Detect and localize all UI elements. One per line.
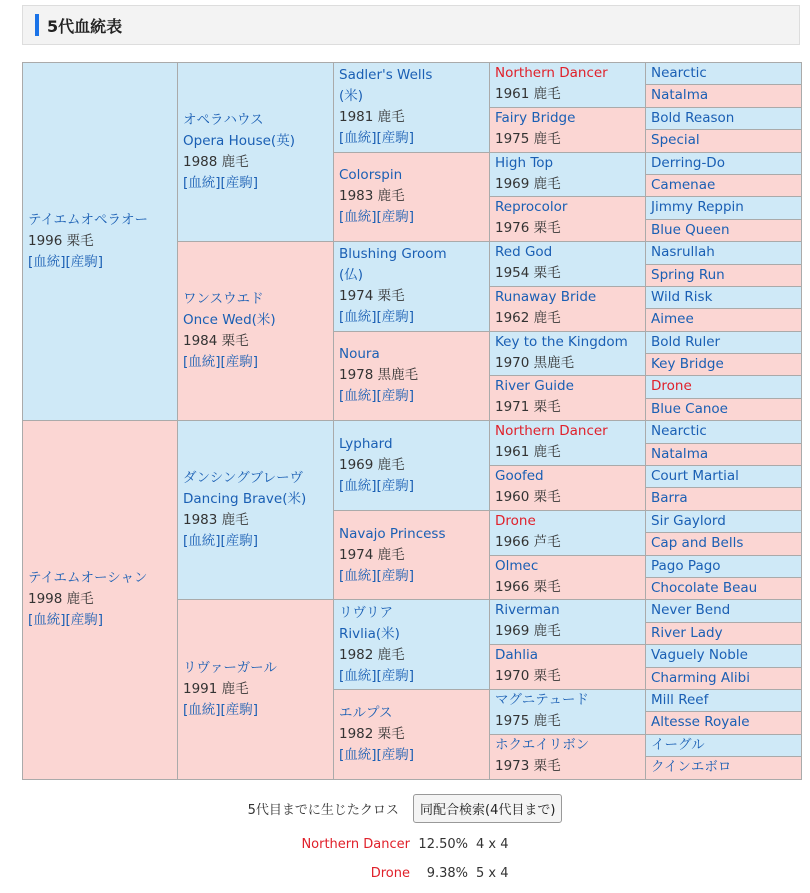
gen4-cell xyxy=(490,466,646,511)
horse-info: 1982 栗毛 xyxy=(339,725,405,742)
horse-info: 1984 栗毛 xyxy=(183,333,249,350)
gen5-cell xyxy=(646,510,802,532)
gen5-cell xyxy=(646,645,802,667)
cross-percent: 9.38% xyxy=(426,866,468,881)
gen4-cell xyxy=(490,331,646,376)
horse-name-link[interactable]: Key to the Kingdom xyxy=(495,333,628,350)
horse-name-link[interactable]: Northern Dancer xyxy=(495,65,608,81)
gen1-cell xyxy=(23,63,178,421)
gen5-cell xyxy=(646,600,802,622)
gen5-cell xyxy=(646,466,802,488)
gen4-cell xyxy=(490,510,646,555)
horse-name-link[interactable]: Sadler's Wells xyxy=(339,67,433,84)
header-accent-bar xyxy=(35,14,39,36)
horse-name-link[interactable]: Aimee xyxy=(651,311,694,328)
gen3-cell xyxy=(334,152,490,242)
pedigree-offspring-links[interactable]: [血統][産駒] xyxy=(339,746,415,763)
horse-name-link[interactable]: Pago Pago xyxy=(651,557,721,574)
horse-name-link[interactable]: テイエムオーシャン xyxy=(28,570,148,587)
horse-name-link[interactable]: Court Martial xyxy=(651,468,739,485)
horse-name-sub[interactable]: Once Wed(米) xyxy=(183,312,276,329)
gen5-cell xyxy=(646,107,802,129)
horse-name-link[interactable]: Drone xyxy=(495,512,536,529)
cross-generation: 4 x 4 xyxy=(476,837,509,852)
horse-name-link[interactable]: Fairy Bridge xyxy=(495,109,576,126)
horse-name-link[interactable]: Chocolate Beau xyxy=(651,579,758,596)
horse-name-link[interactable]: ホクエイリボン xyxy=(495,736,590,753)
pedigree-offspring-links[interactable]: [血統][産駒] xyxy=(28,254,104,271)
horse-name-link[interactable]: Reprocolor xyxy=(495,199,568,216)
horse-name-link[interactable]: Nasrullah xyxy=(651,244,715,261)
gen4-cell xyxy=(490,107,646,152)
horse-name-link[interactable]: River Guide xyxy=(495,378,574,395)
pedigree-offspring-links[interactable]: [血統][産駒] xyxy=(339,388,415,405)
horse-name-sub[interactable]: Rivlia(米) xyxy=(339,625,400,642)
horse-name-link[interactable]: Northern Dancer xyxy=(495,423,608,440)
horse-name-link[interactable]: Key Bridge xyxy=(651,356,724,373)
horse-info: 1966 栗毛 xyxy=(495,578,561,595)
gen2-cell xyxy=(178,600,334,779)
horse-info: 1983 鹿毛 xyxy=(183,512,249,529)
gen5-cell xyxy=(646,398,802,420)
horse-info: 1969 鹿毛 xyxy=(495,175,561,192)
horse-name-link[interactable]: Natalma xyxy=(651,87,709,104)
horse-name-link[interactable]: Bold Ruler xyxy=(651,333,721,350)
horse-name-link[interactable]: Blue Queen xyxy=(651,221,730,238)
horse-info: 1960 栗毛 xyxy=(495,489,561,506)
horse-info: 1969 鹿毛 xyxy=(495,623,561,640)
horse-info: 1998 鹿毛 xyxy=(28,591,94,608)
gen5-cell xyxy=(646,286,802,308)
horse-name-link[interactable]: Red God xyxy=(495,244,553,261)
gen5-cell xyxy=(646,757,802,779)
horse-name-link[interactable]: Altesse Royale xyxy=(651,714,750,731)
horse-name-link[interactable]: Nearctic xyxy=(651,65,707,81)
horse-name-link[interactable]: Olmec xyxy=(495,557,539,574)
gen3-cell xyxy=(334,63,490,153)
horse-info: 1974 栗毛 xyxy=(339,288,405,305)
pedigree-offspring-links[interactable]: [血統][産駒] xyxy=(339,667,415,684)
horse-info: 1976 栗毛 xyxy=(495,220,561,237)
gen3-cell xyxy=(334,689,490,779)
horse-name-link[interactable]: イーグル xyxy=(651,736,705,753)
gen5-cell xyxy=(646,622,802,644)
gen3-cell xyxy=(334,242,490,332)
horse-info: 1983 鹿毛 xyxy=(339,188,405,205)
pedigree-offspring-links[interactable]: [血統][産駒] xyxy=(339,567,415,584)
horse-name-link[interactable]: Spring Run xyxy=(651,266,725,283)
gen5-cell xyxy=(646,533,802,555)
cross-list xyxy=(0,835,810,893)
cross-horse-name[interactable]: Drone xyxy=(370,866,410,881)
cross-label: 5代目までに生じたクロス xyxy=(247,803,399,818)
gen4-cell xyxy=(490,286,646,331)
page-title: 5代血統表 xyxy=(47,16,123,36)
gen4-cell xyxy=(490,152,646,197)
pedigree-offspring-links[interactable]: [血統][産駒] xyxy=(339,309,415,326)
horse-info: 1970 黒鹿毛 xyxy=(495,354,575,371)
horse-info: 1969 鹿毛 xyxy=(339,457,405,474)
pedigree-offspring-links[interactable]: [血統][産駒] xyxy=(183,701,259,718)
horse-info: 1961 鹿毛 xyxy=(495,444,561,461)
horse-name-link[interactable]: Barra xyxy=(651,490,688,507)
horse-name-link[interactable]: Vaguely Noble xyxy=(651,647,748,664)
horse-name-sub[interactable]: Dancing Brave(米) xyxy=(183,491,307,508)
horse-name-sub[interactable]: Opera House(英) xyxy=(183,133,295,150)
gen5-cell xyxy=(646,197,802,219)
horse-name-link[interactable]: Wild Risk xyxy=(651,288,713,305)
horse-name-link[interactable]: Charming Alibi xyxy=(651,669,750,686)
gen3-cell xyxy=(334,510,490,600)
gen4-cell xyxy=(490,645,646,690)
horse-info: 1973 栗毛 xyxy=(495,757,561,774)
horse-name-link[interactable]: Sir Gaylord xyxy=(651,512,726,529)
gen5-cell xyxy=(646,354,802,376)
gen4-cell xyxy=(490,421,646,466)
gen5-cell xyxy=(646,421,802,443)
horse-info: 1954 栗毛 xyxy=(495,265,561,282)
horse-name-link[interactable]: オペラハウス xyxy=(183,112,264,129)
horse-info: 1975 鹿毛 xyxy=(495,130,561,147)
pedigree-offspring-links[interactable]: [血統][産駒] xyxy=(183,175,259,192)
horse-info: 1991 鹿毛 xyxy=(183,680,249,697)
gen5-cell xyxy=(646,488,802,510)
gen3-cell xyxy=(334,600,490,690)
horse-name-link[interactable]: ダンシングブレーヴ xyxy=(183,470,304,487)
horse-name-link[interactable]: Camenae xyxy=(651,176,716,193)
horse-name-link[interactable]: Special xyxy=(651,132,700,149)
pedigree-offspring-links[interactable]: [血統][産駒] xyxy=(183,354,259,371)
pedigree-offspring-links[interactable]: [血統][産駒] xyxy=(183,533,259,550)
horse-name-link[interactable]: Drone xyxy=(651,378,692,395)
gen4-cell xyxy=(490,376,646,421)
pedigree-offspring-links[interactable]: [血統][産駒] xyxy=(339,478,415,495)
horse-info: 1975 鹿毛 xyxy=(495,712,561,729)
section-header xyxy=(22,5,800,45)
gen5-cell xyxy=(646,734,802,756)
horse-name-link[interactable]: Dahlia xyxy=(495,647,538,664)
gen4-cell xyxy=(490,242,646,287)
horse-name-link[interactable]: Jimmy Reppin xyxy=(651,199,744,216)
gen3-cell xyxy=(334,331,490,421)
gen5-cell xyxy=(646,689,802,711)
horse-name-link[interactable]: Bold Reason xyxy=(651,109,735,126)
horse-info: 1971 栗毛 xyxy=(495,399,561,416)
horse-name-link[interactable]: Nearctic xyxy=(651,423,707,440)
gen5-cell xyxy=(646,309,802,331)
gen5-cell xyxy=(646,376,802,398)
gen4-cell xyxy=(490,555,646,600)
horse-info: 1988 鹿毛 xyxy=(183,154,249,171)
horse-name-link[interactable]: Cap and Bells xyxy=(651,535,744,552)
horse-name-link[interactable]: リヴァーガール xyxy=(183,659,277,676)
horse-info: 1996 栗毛 xyxy=(28,233,94,250)
horse-info: 1966 芦毛 xyxy=(495,533,561,550)
pedigree-offspring-links[interactable]: [血統][産駒] xyxy=(28,612,104,629)
horse-info: 1962 鹿毛 xyxy=(495,309,561,326)
cross-percent: 12.50% xyxy=(418,837,468,852)
horse-name-link[interactable]: Lyphard xyxy=(339,436,393,453)
gen5-cell xyxy=(646,331,802,353)
horse-name-link[interactable]: ワンスウエド xyxy=(183,291,264,308)
gen3-cell xyxy=(334,421,490,511)
gen5-cell xyxy=(646,555,802,577)
pedigree-offspring-links[interactable]: [血統][産駒] xyxy=(339,209,415,226)
same-mating-search-button[interactable]: 同配合検索(4代目まで) xyxy=(413,794,562,823)
horse-name-sub[interactable]: (米) xyxy=(339,88,364,105)
gen2-cell xyxy=(178,63,334,242)
horse-info: 1978 黒鹿毛 xyxy=(339,367,419,384)
horse-name-link[interactable]: リヴリア xyxy=(339,604,393,621)
gen5-cell xyxy=(646,264,802,286)
horse-info: 1981 鹿毛 xyxy=(339,109,405,126)
horse-name-link[interactable]: Never Bend xyxy=(651,602,731,619)
gen5-cell xyxy=(646,130,802,152)
gen5-cell xyxy=(646,443,802,465)
horse-info: 1974 鹿毛 xyxy=(339,546,405,563)
horse-name-link[interactable]: マグニテュード xyxy=(495,691,589,708)
horse-name-link[interactable]: Natalma xyxy=(651,445,709,462)
gen5-cell xyxy=(646,219,802,241)
cross-header xyxy=(0,794,810,823)
gen4-cell xyxy=(490,734,646,779)
cross-horse-name[interactable]: Northern Dancer xyxy=(301,837,410,852)
gen5-cell xyxy=(646,63,802,85)
gen2-cell xyxy=(178,421,334,600)
pedigree-table xyxy=(22,62,802,780)
horse-name-link[interactable]: Mill Reef xyxy=(651,691,709,708)
cross-generation: 5 x 4 xyxy=(476,866,509,881)
horse-name-sub[interactable]: (仏) xyxy=(339,267,364,284)
horse-name-link[interactable]: Colorspin xyxy=(339,167,403,184)
horse-name-link[interactable]: Blushing Groom xyxy=(339,246,447,263)
gen1-cell xyxy=(23,421,178,779)
horse-name-link[interactable]: Navajo Princess xyxy=(339,525,446,542)
gen5-cell xyxy=(646,152,802,174)
horse-info: 1982 鹿毛 xyxy=(339,646,405,663)
horse-name-link[interactable]: High Top xyxy=(495,154,554,171)
horse-name-link[interactable]: テイエムオペラオー xyxy=(28,212,149,229)
gen5-cell xyxy=(646,242,802,264)
gen4-cell xyxy=(490,600,646,645)
gen5-cell xyxy=(646,667,802,689)
horse-name-link[interactable]: River Lady xyxy=(651,624,723,641)
gen5-cell xyxy=(646,85,802,107)
horse-name-link[interactable]: クインエボロ xyxy=(651,759,732,776)
horse-name-link[interactable]: Riverman xyxy=(495,602,560,619)
horse-name-link[interactable]: Runaway Bride xyxy=(495,288,597,305)
horse-name-link[interactable]: Blue Canoe xyxy=(651,400,728,417)
cross-item xyxy=(0,835,810,864)
horse-name-link[interactable]: Noura xyxy=(339,346,380,363)
gen5-cell xyxy=(646,712,802,734)
pedigree-offspring-links[interactable]: [血統][産駒] xyxy=(339,130,415,147)
gen4-cell xyxy=(490,63,646,108)
horse-info: 1961 鹿毛 xyxy=(495,86,561,102)
horse-name-link[interactable]: Goofed xyxy=(495,468,544,485)
horse-name-link[interactable]: エルプス xyxy=(339,704,393,721)
gen5-cell xyxy=(646,577,802,599)
gen2-cell xyxy=(178,242,334,421)
gen4-cell xyxy=(490,689,646,734)
gen4-cell xyxy=(490,197,646,242)
horse-info: 1970 栗毛 xyxy=(495,668,561,685)
gen5-cell xyxy=(646,174,802,196)
horse-name-link[interactable]: Derring-Do xyxy=(651,154,725,171)
